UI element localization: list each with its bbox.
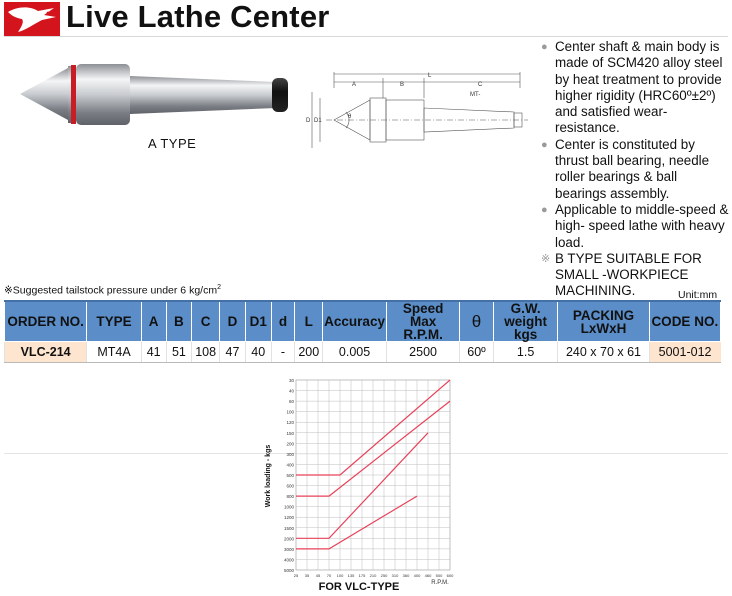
dim-l-label: L (428, 73, 432, 79)
y-tick-label: 400 (286, 462, 294, 468)
y-tick-label: 60 (288, 399, 294, 405)
x-tick-label: 45 (315, 573, 321, 578)
y-tick-label: 5000 (283, 568, 294, 573)
y-tick-label: 150 (286, 430, 294, 436)
packing-header-line2: LxWxH (580, 320, 627, 336)
col-code-no: CODE NO. (649, 301, 720, 342)
x-tick-labels (294, 573, 454, 578)
col-theta: θ (460, 301, 494, 342)
y-tick-label: 200 (286, 441, 294, 447)
table-row (5, 342, 721, 363)
y-tick-label: 100 (286, 409, 294, 415)
x-tick-label: 100 (336, 573, 344, 578)
cell-accuracy: 0.005 (323, 342, 387, 363)
gw-header-line2: weight kgs (504, 314, 547, 342)
unit-label: Unit:mm (678, 289, 718, 301)
feature-text: Center is constituted by thrust ball bearing, needle roller bearings & ball bearings assembly. (555, 136, 710, 201)
y-tick-label: 1200 (283, 515, 294, 521)
load-chart (262, 376, 458, 594)
x-tick-label: 175 (358, 573, 366, 578)
y-tick-label: 4000 (283, 557, 294, 563)
x-tick-label: 250 (380, 573, 388, 578)
cell-theta: 60º (460, 342, 494, 363)
feature-item (541, 39, 729, 137)
y-tick-label: 600 (286, 483, 294, 489)
speed-header-line1: Speed (402, 301, 444, 316)
eagle-logo-icon (4, 2, 60, 36)
x-tick-label: 400 (413, 573, 421, 578)
feature-text: Applicable to middle-speed & high- speed lathe with heavy load. (555, 201, 729, 250)
cell-d1: 40 (245, 342, 271, 363)
cell-d-small: - (271, 342, 295, 363)
dim-d-label: D (306, 118, 311, 124)
feature-text: B TYPE SUITABLE FOR SMALL -WORKPIECE MACHINING. (555, 250, 702, 299)
x-tick-label: 500 (435, 573, 443, 578)
x-tick-label: 70 (326, 573, 332, 578)
y-tick-label: 1500 (283, 525, 294, 531)
cell-order-no: VLC-214 (5, 342, 87, 363)
pressure-note (4, 284, 221, 297)
y-tick-labels (284, 378, 295, 573)
page-title: Live Lathe Center (66, 0, 330, 34)
x-tick-label: 210 (369, 573, 377, 578)
brand-logo (4, 2, 60, 36)
y-axis-label: Work loading - kgs (265, 444, 272, 508)
dim-b-label: B (400, 82, 405, 88)
gw-header-line1: G.W. (510, 301, 541, 316)
spec-table (4, 300, 721, 363)
col-speed (386, 301, 459, 342)
pressure-note-sup: 2 (217, 284, 221, 291)
dim-d1-label: D1 (314, 118, 322, 124)
x-tick-label: 310 (391, 573, 399, 578)
x-tick-label: 135 (347, 573, 355, 578)
cell-gw: 1.5 (493, 342, 558, 363)
cell-a: 41 (141, 342, 166, 363)
col-d-small: d (271, 301, 295, 342)
cell-c: 108 (192, 342, 220, 363)
load-chart-svg (262, 376, 458, 594)
col-b: B (166, 301, 192, 342)
bullet-icon: ● (541, 203, 548, 216)
col-l: L (295, 301, 323, 342)
header-divider (4, 36, 728, 37)
col-gw (493, 301, 558, 342)
cell-packing: 240 x 70 x 61 (558, 342, 649, 363)
cell-b: 51 (166, 342, 192, 363)
angle-label: θ (348, 114, 352, 120)
col-a: A (141, 301, 166, 342)
dim-c-label: C (478, 82, 483, 88)
col-type: TYPE (87, 301, 142, 342)
x-tick-label: 460 (424, 573, 432, 578)
feature-item (541, 137, 729, 202)
cell-speed: 2500 (386, 342, 459, 363)
table-header-row (5, 301, 721, 342)
y-tick-label: 2000 (283, 536, 294, 542)
y-tick-label: 300 (286, 451, 294, 457)
chart-title: FOR VLC-TYPE (318, 581, 400, 593)
y-tick-label: 1000 (283, 504, 294, 510)
x-tick-label: 360 (402, 573, 410, 578)
speed-header-line2: Max (409, 314, 437, 329)
col-accuracy: Accuracy (323, 301, 387, 342)
col-packing (558, 301, 649, 342)
pressure-note-text: ※Suggested tailstock pressure under 6 kg/cm (4, 284, 218, 297)
feature-item (541, 202, 729, 251)
x-tick-label: 600 (446, 573, 454, 578)
cell-l: 200 (295, 342, 323, 363)
x-axis-label: R.P.M. (431, 580, 449, 586)
cell-d: 47 (220, 342, 246, 363)
technical-drawing (300, 68, 532, 168)
reference-mark-icon: ※ (541, 252, 551, 265)
y-tick-label: 40 (288, 388, 294, 394)
type-label: A TYPE (148, 136, 197, 151)
y-tick-label: 30 (288, 378, 294, 383)
col-d: D (220, 301, 246, 342)
product-photo (18, 56, 296, 138)
taper-label: MT- (470, 92, 481, 98)
y-tick-label: 120 (286, 420, 294, 426)
col-c: C (192, 301, 220, 342)
cell-type: MT4A (87, 342, 142, 363)
col-d1: D1 (245, 301, 271, 342)
speed-header-line3: R.P.M. (403, 327, 443, 342)
y-tick-label: 3000 (283, 546, 294, 552)
feature-text: Center shaft & main body is made of SCM420 alloy steel by heat treatment to provide higher rigidity (HRC60º±2º) and satisfied wear- resistance. (555, 39, 723, 136)
y-tick-label: 500 (286, 473, 294, 478)
dim-a-label: A (352, 82, 357, 88)
y-tick-label: 800 (286, 494, 294, 500)
bullet-icon: ● (541, 41, 548, 53)
col-order-no: ORDER NO. (5, 301, 87, 342)
x-tick-label: 25 (293, 573, 299, 578)
bullet-icon: ● (541, 138, 548, 151)
packing-header-line1: PACKING (572, 307, 635, 323)
feature-list (541, 39, 729, 300)
x-tick-label: 35 (304, 573, 310, 578)
cell-code-no: 5001-012 (649, 342, 720, 363)
